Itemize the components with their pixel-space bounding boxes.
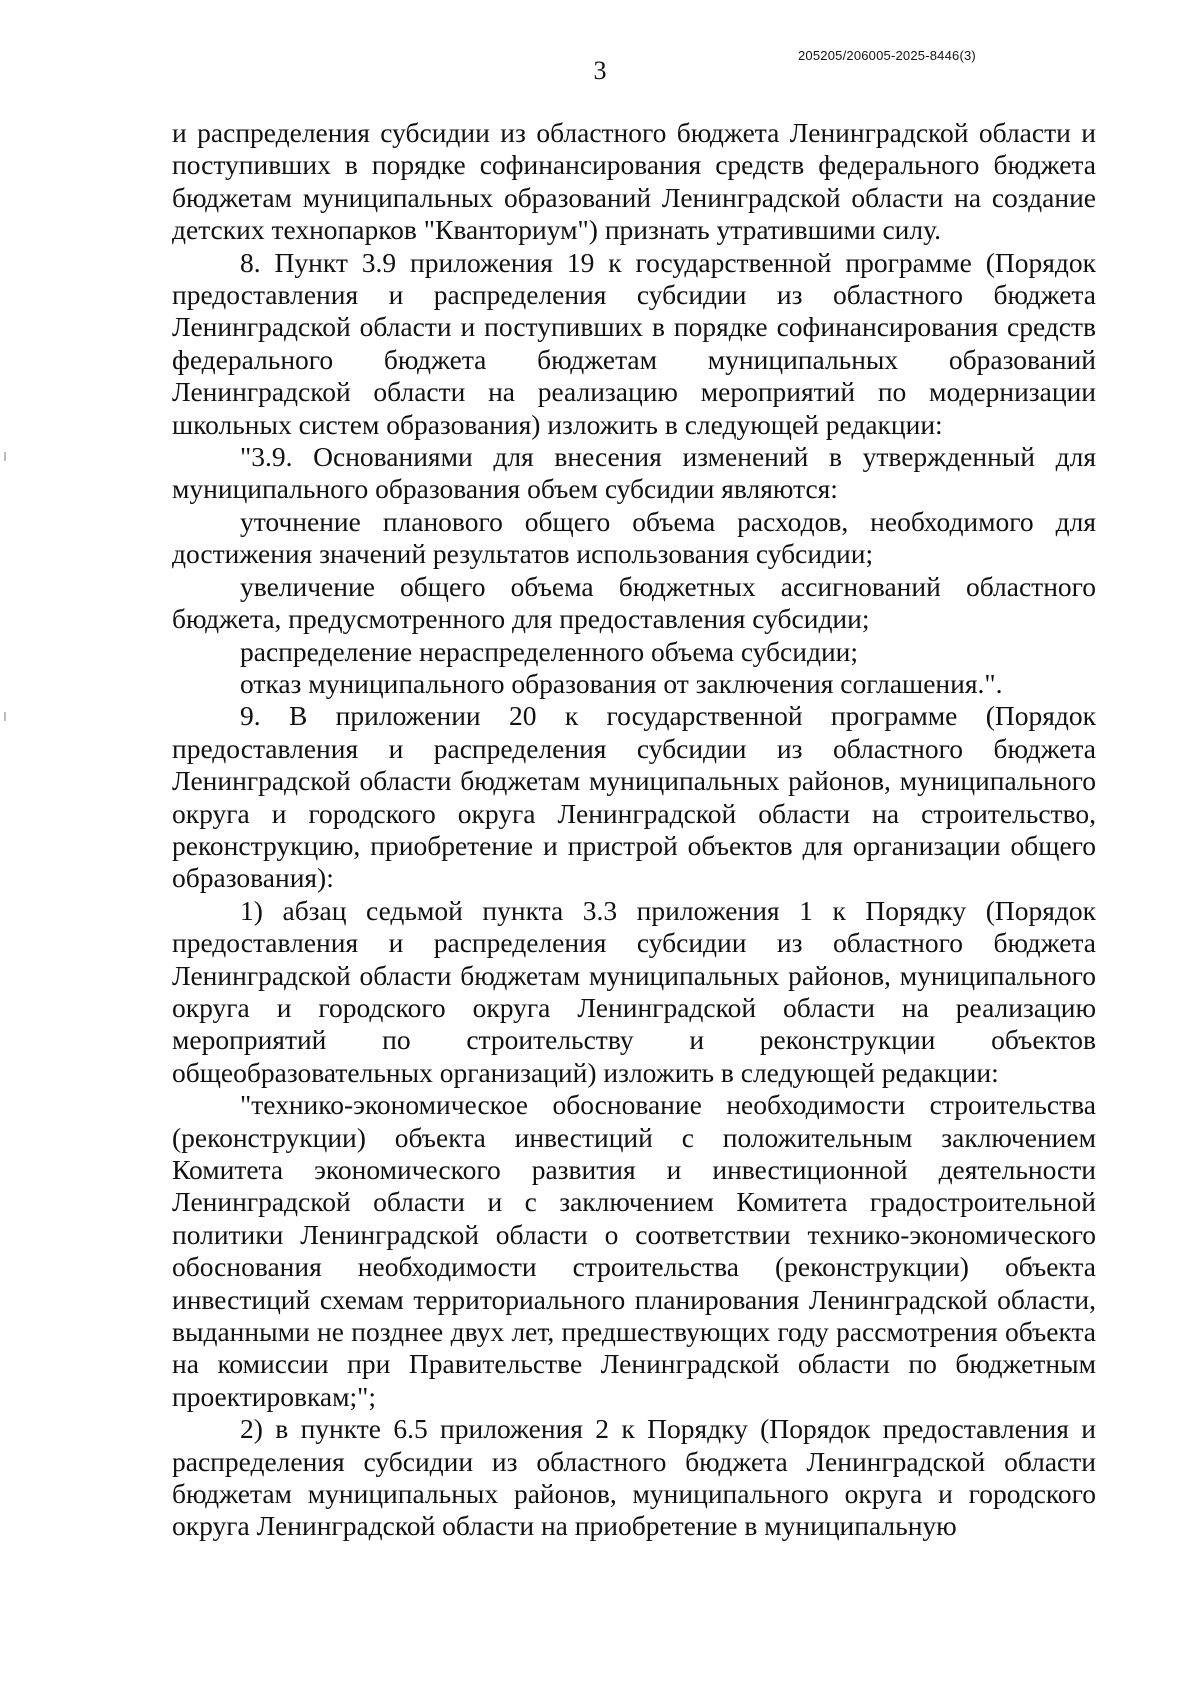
paragraph-list-item: отказ муниципального образования от заключения соглашения.". bbox=[240, 667, 1003, 699]
paragraph-subitem-2: 2) в пункте 6.5 приложения 2 к Порядку (Порядок предоставления и распределения субсидии из областного бюджета Ленинградской области бюджетам муниципальных районов, муниципального округа и городского округа Ленинградской области на приобретение в муниципальную bbox=[172, 1413, 1096, 1542]
paragraph-item-8: 8. Пункт 3.9 приложения 19 к государственной программе (Порядок предоставления и распределения субсидии из областного бюджета Ленинградской области и поступивших в порядке софинансирования средств федерального бюджета бюджетам муниципальных образований Ленинградской области на реализацию мероприятий по модернизации школьных систем образования) изложить в следующей редакции: bbox=[172, 246, 1096, 440]
paragraph-list-item: распределение нераспределенного объема субсидии; bbox=[240, 635, 859, 667]
paragraph-continuation: и распределения субсидии из областного бюджета Ленинградской области и поступивших в порядке софинансирования средств федерального бюджета бюджетам муниципальных образований Ленинградской области на создание детских технопарков "Кванториум") признать утратившими силу. bbox=[172, 117, 1096, 246]
scan-margin-mark bbox=[4, 452, 6, 461]
paragraph-subitem-1: 1) абзац седьмой пункта 3.3 приложения 1 к Порядку (Порядок предоставления и распределения субсидии из областного бюджета Ленинградской области бюджетам муниципальных районов, муниципального округа и городского округа Ленинградской области на реализацию мероприятий по строительству и реконструкции объектов общеобразовательных организаций) изложить в следующей редакции: bbox=[172, 894, 1096, 1088]
scan-margin-mark bbox=[4, 712, 6, 721]
paragraph-list-item: увеличение общего объема бюджетных ассигнований областного бюджета, предусмотренного для предоставления субсидии; bbox=[172, 570, 1096, 635]
paragraph-quote-feasibility: "технико-экономическое обоснование необходимости строительства (реконструкции) объекта инвестиций с положительным заключением Комитета экономического развития и инвестиционной деятельности Ленинградской области и с заключением Комитета градостроительной политики Ленинградской области о соответствии технико-экономического обоснования необходимости строительства (реконструкции) объекта инвестиций схемам территориального планирования Ленинградской области, выданными не позднее двух лет, предшествующих году рассмотрения объекта на комиссии при Правительстве Ленинградской области по бюджетным проектировкам;"; bbox=[172, 1089, 1096, 1412]
paragraph-item-9: 9. В приложении 20 к государственной программе (Порядок предоставления и распределения субсидии из областного бюджета Ленинградской области бюджетам муниципальных районов, муниципального округа и городского округа Ленинградской области на строительство, реконструкцию, приобретение и пристрой объектов для организации общего образования): bbox=[172, 700, 1096, 894]
paragraph-quote-3-9: "3.9. Основаниями для внесения изменений в утвержденный для муниципального образования объем субсидии являются: bbox=[172, 441, 1096, 505]
document-body bbox=[172, 117, 1096, 1543]
paragraph-list-item: уточнение планового общего объема расходов, необходимого для достижения значений результатов использования субсидии; bbox=[172, 505, 1096, 570]
document-registration-code: 205205/206005-2025-8446(3) bbox=[798, 48, 976, 63]
page-number: 3 bbox=[593, 56, 607, 85]
